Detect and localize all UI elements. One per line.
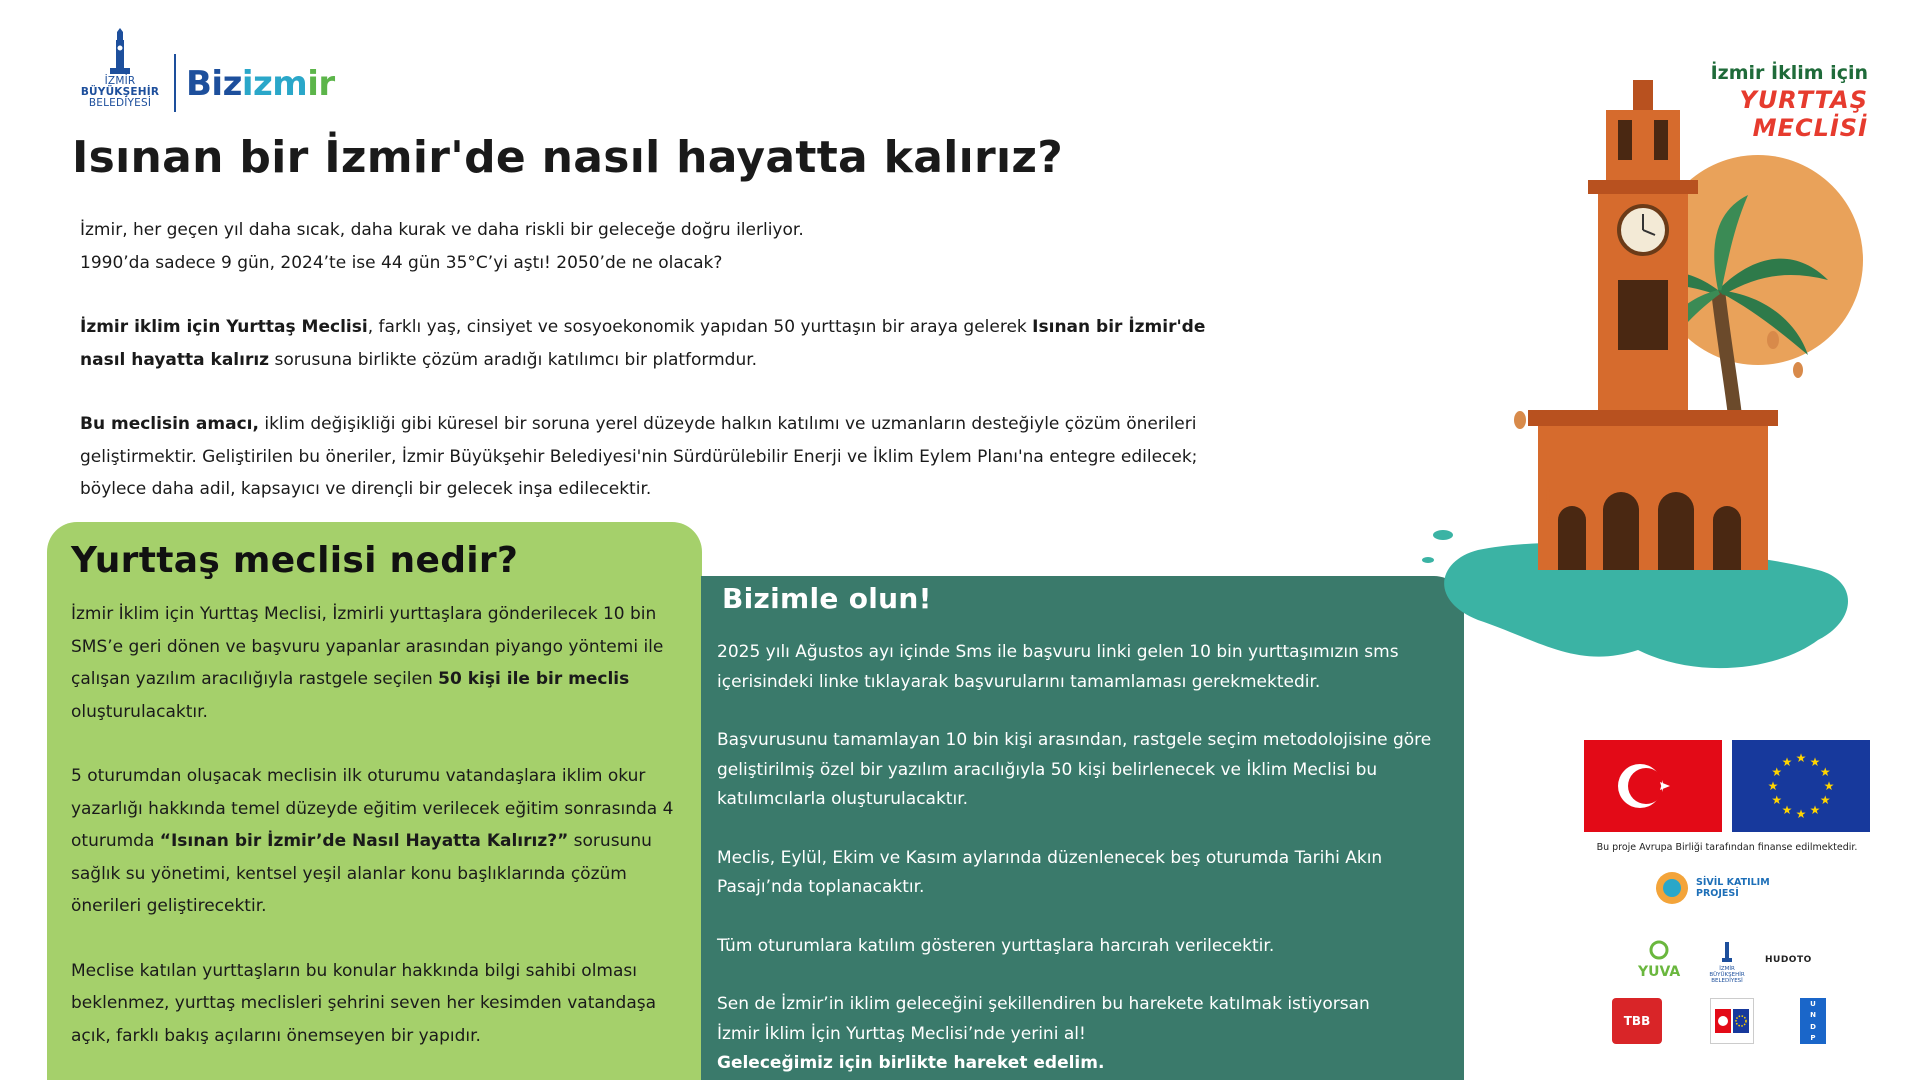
undp-p: P [1810, 1034, 1816, 1043]
eu-flag-icon [1732, 740, 1870, 832]
sivil-katilim-icon [1654, 870, 1690, 906]
intro-text-2: sorusuna birlikte çözüm aradığı katılımcı bir platformdur. [269, 349, 758, 370]
sivil-katilim-logo [1654, 870, 1770, 906]
undp-n: N [1810, 1011, 1816, 1020]
green-p2-text: 5 oturumdan oluşacak meclisin ilk oturumu vatandaşlara iklim okur yazarlığı hakkında temel düzeyde eğitim verilecek eğitim sonrasında 4 oturumda [71, 766, 674, 851]
tr-eu-mini-flags-icon [1710, 998, 1754, 1044]
brand-part-1: Biz [186, 64, 242, 104]
funding-note: Bu proje Avrupa Birliği tarafından finanse edilmektedir. [1596, 842, 1858, 853]
green-paragraph-1 [71, 598, 681, 728]
green-card-body [71, 598, 681, 1080]
intro-text-1: , farklı yaş, cinsiyet ve sosyoekonomik yapıdan 50 yurttaşın bir araya gelerek [367, 317, 1033, 337]
intro-bold-1: İzmir iklim için Yurttaş Meclisi [80, 317, 368, 337]
green-p1-text: İzmir İklim için Yurttaş Meclisi, İzmirli yurttaşlara gönderilecek 10 bin SMS’e geri dönen ve başvuru yapanlar arasından piyango yöntemi ile çalışan yazılım aracılığıyla rastgele seçilen [71, 604, 664, 689]
intro-line-2: 1990’da sadece 9 gün, 2024’te ise 44 gün 35°C’yi aştı! 2050’de ne olacak? [80, 252, 723, 273]
green-paragraph-3: Meclise katılan yurttaşların bu konular hakkında bilgi sahibi olması beklenmez, yurttaş meclisleri şehrini seven her kesimden vatandaşa açık, farklı bakış açılarını önemseyen bir yapıdır. [71, 960, 657, 1046]
sivil-name-2: PROJESİ [1696, 888, 1739, 899]
teal-card-body [717, 638, 1452, 1080]
logo-line-2: BÜYÜKŞEHİR [80, 86, 160, 98]
izmir-municipality-logo [74, 28, 166, 114]
teal-paragraph-3: Meclis, Eylül, Ekim ve Kasım aylarında düzenlenecek beş oturumda Tarihi Akın Pasajı’nda toplanacaktır. [717, 847, 1383, 897]
intro-paragraph-1 [80, 214, 1230, 279]
svg-text:★: ★ [1771, 793, 1783, 807]
ibb-small-1: İZMİR [1719, 966, 1735, 972]
title-bold: nasıl hayatta kalırız? [541, 132, 1064, 183]
logo-line-3: BELEDİYESİ [88, 97, 152, 109]
teal-p5-line-1: Sen de İzmir’in iklim geleceğini şekillendiren bu harekete katılmak istiyorsan [717, 994, 1370, 1014]
intro-paragraph-3 [80, 408, 1230, 506]
intro-bold-3: Bu meclisin amacı, [80, 414, 259, 434]
ibb-small-3: BELEDİYESİ [1711, 978, 1743, 984]
teal-paragraph-1: 2025 yılı Ağustos ayı içinde Sms ile başvuru linki gelen 10 bin yurttaşımızın sms içerisindeki linke tıklayarak başvurularını tamamlaması gerekmektedir. [717, 642, 1399, 692]
hudoto-logo: HUDOTO [1765, 955, 1812, 965]
green-paragraph-2 [71, 760, 681, 923]
clock-tower-icon [102, 28, 138, 76]
yuva-icon [1647, 940, 1671, 960]
intro-line-1: İzmir, her geçen yıl daha sıcak, daha kurak ve daha riskli bir geleceğe doğru ilerliyor. [80, 220, 804, 240]
melting-clock-tower-illustration [1418, 80, 1878, 680]
green-p2-bold: “Isınan bir İzmir’de Nasıl Hayatta Kalırız?” [159, 831, 569, 851]
yuva-name: YUVA [1638, 964, 1681, 980]
intro-bold-2: Isınan bir İzmir'de nasıl hayatta kalırız [80, 317, 1206, 370]
teal-paragraph-4: Tüm oturumlara katılım gösteren yurttaşlara harcırah verilecektir. [717, 935, 1275, 956]
undp-d: D [1810, 1022, 1816, 1031]
teal-card-title: Bizimle olun! [722, 582, 932, 615]
svg-text:★: ★ [1819, 765, 1831, 779]
svg-text:★: ★ [1795, 751, 1807, 765]
bizizmir-logo [186, 64, 335, 104]
svg-text:★: ★ [1809, 803, 1821, 818]
green-p1-bold: 50 kişi ile bir meclis [438, 669, 630, 689]
green-card-title: Yurttaş meclisi nedir? [71, 540, 519, 581]
ibb-small-2: BÜYÜKŞEHİR [1709, 972, 1745, 978]
what-is-assembly-card [47, 522, 702, 1080]
svg-text:★: ★ [1781, 754, 1793, 769]
intro-text-3: iklim değişikliği gibi küresel bir soruna yerel düzeyde halkın katılımı ve uzmanların desteğiyle çözüm önerileri geliştirmektir. Geliştirilen bu öneriler, İzmir Büyükşehir Belediyesi'nin Sürdürülebilir Enerji ve İklim Eylem Planı'na entegre edilecek; böylece daha adil, kapsayıcı ve dirençli bir gelecek inşa edilecektir. [80, 414, 1198, 499]
tbb-logo: TBB [1612, 998, 1662, 1044]
sivil-name-1: SİVİL KATILIM [1696, 877, 1770, 888]
intro-section [80, 214, 1230, 538]
svg-text:★: ★ [1767, 779, 1779, 793]
brand-line-2: YURTTAŞ MECLİSİ [1739, 86, 1868, 142]
undp-u: U [1810, 999, 1816, 1008]
small-clock-tower-icon [1720, 940, 1734, 962]
page-title [72, 132, 1063, 183]
brand-line-1: İzmir İklim için [1710, 62, 1868, 84]
teal-p5-bold: Geleceğimiz için birlikte hareket edelim. [717, 1053, 1105, 1073]
teal-paragraph-5 [717, 990, 1452, 1079]
turkey-flag-icon [1584, 740, 1722, 832]
svg-text:★: ★ [1819, 793, 1831, 807]
teal-paragraph-2: Başvurusunu tamamlayan 10 bin kişi arasından, rastgele seçim metodolojisine göre geliştirilmiş özel bir yazılım aracılığıyla 50 kişi belirlenecek ve İklim Meclisi bu katılımcılarla oluşturulacaktır. [717, 730, 1432, 809]
green-p2-end: sorusunu sağlık su yönetimi, kentsel yeşil alanlar konu başlıklarında çözüm önerileri geliştirecektir. [71, 831, 652, 916]
svg-text:★: ★ [1795, 807, 1807, 821]
undp-logo [1800, 998, 1826, 1044]
intro-paragraph-2 [80, 311, 1230, 376]
yuva-logo [1638, 940, 1680, 980]
brand-part-2: izm [241, 64, 308, 104]
svg-text:★: ★ [1781, 803, 1793, 818]
svg-text:★: ★ [1823, 779, 1835, 793]
join-us-card [701, 576, 1464, 1080]
svg-text:★: ★ [1771, 765, 1783, 779]
izmir-municipality-small-logo [1705, 940, 1749, 984]
green-p1-end: oluşturulacaktır. [71, 701, 208, 722]
logo-line-1: İZMİR [104, 75, 136, 87]
brand-part-3: ir [307, 64, 335, 104]
teal-p5-line-2: İzmir İklim İçin Yurttaş Meclisi’nde yerini al! [717, 1023, 1086, 1044]
logo-divider [174, 54, 176, 112]
title-regular: Isınan bir İzmir'de [72, 132, 542, 183]
svg-text:★: ★ [1809, 754, 1821, 769]
